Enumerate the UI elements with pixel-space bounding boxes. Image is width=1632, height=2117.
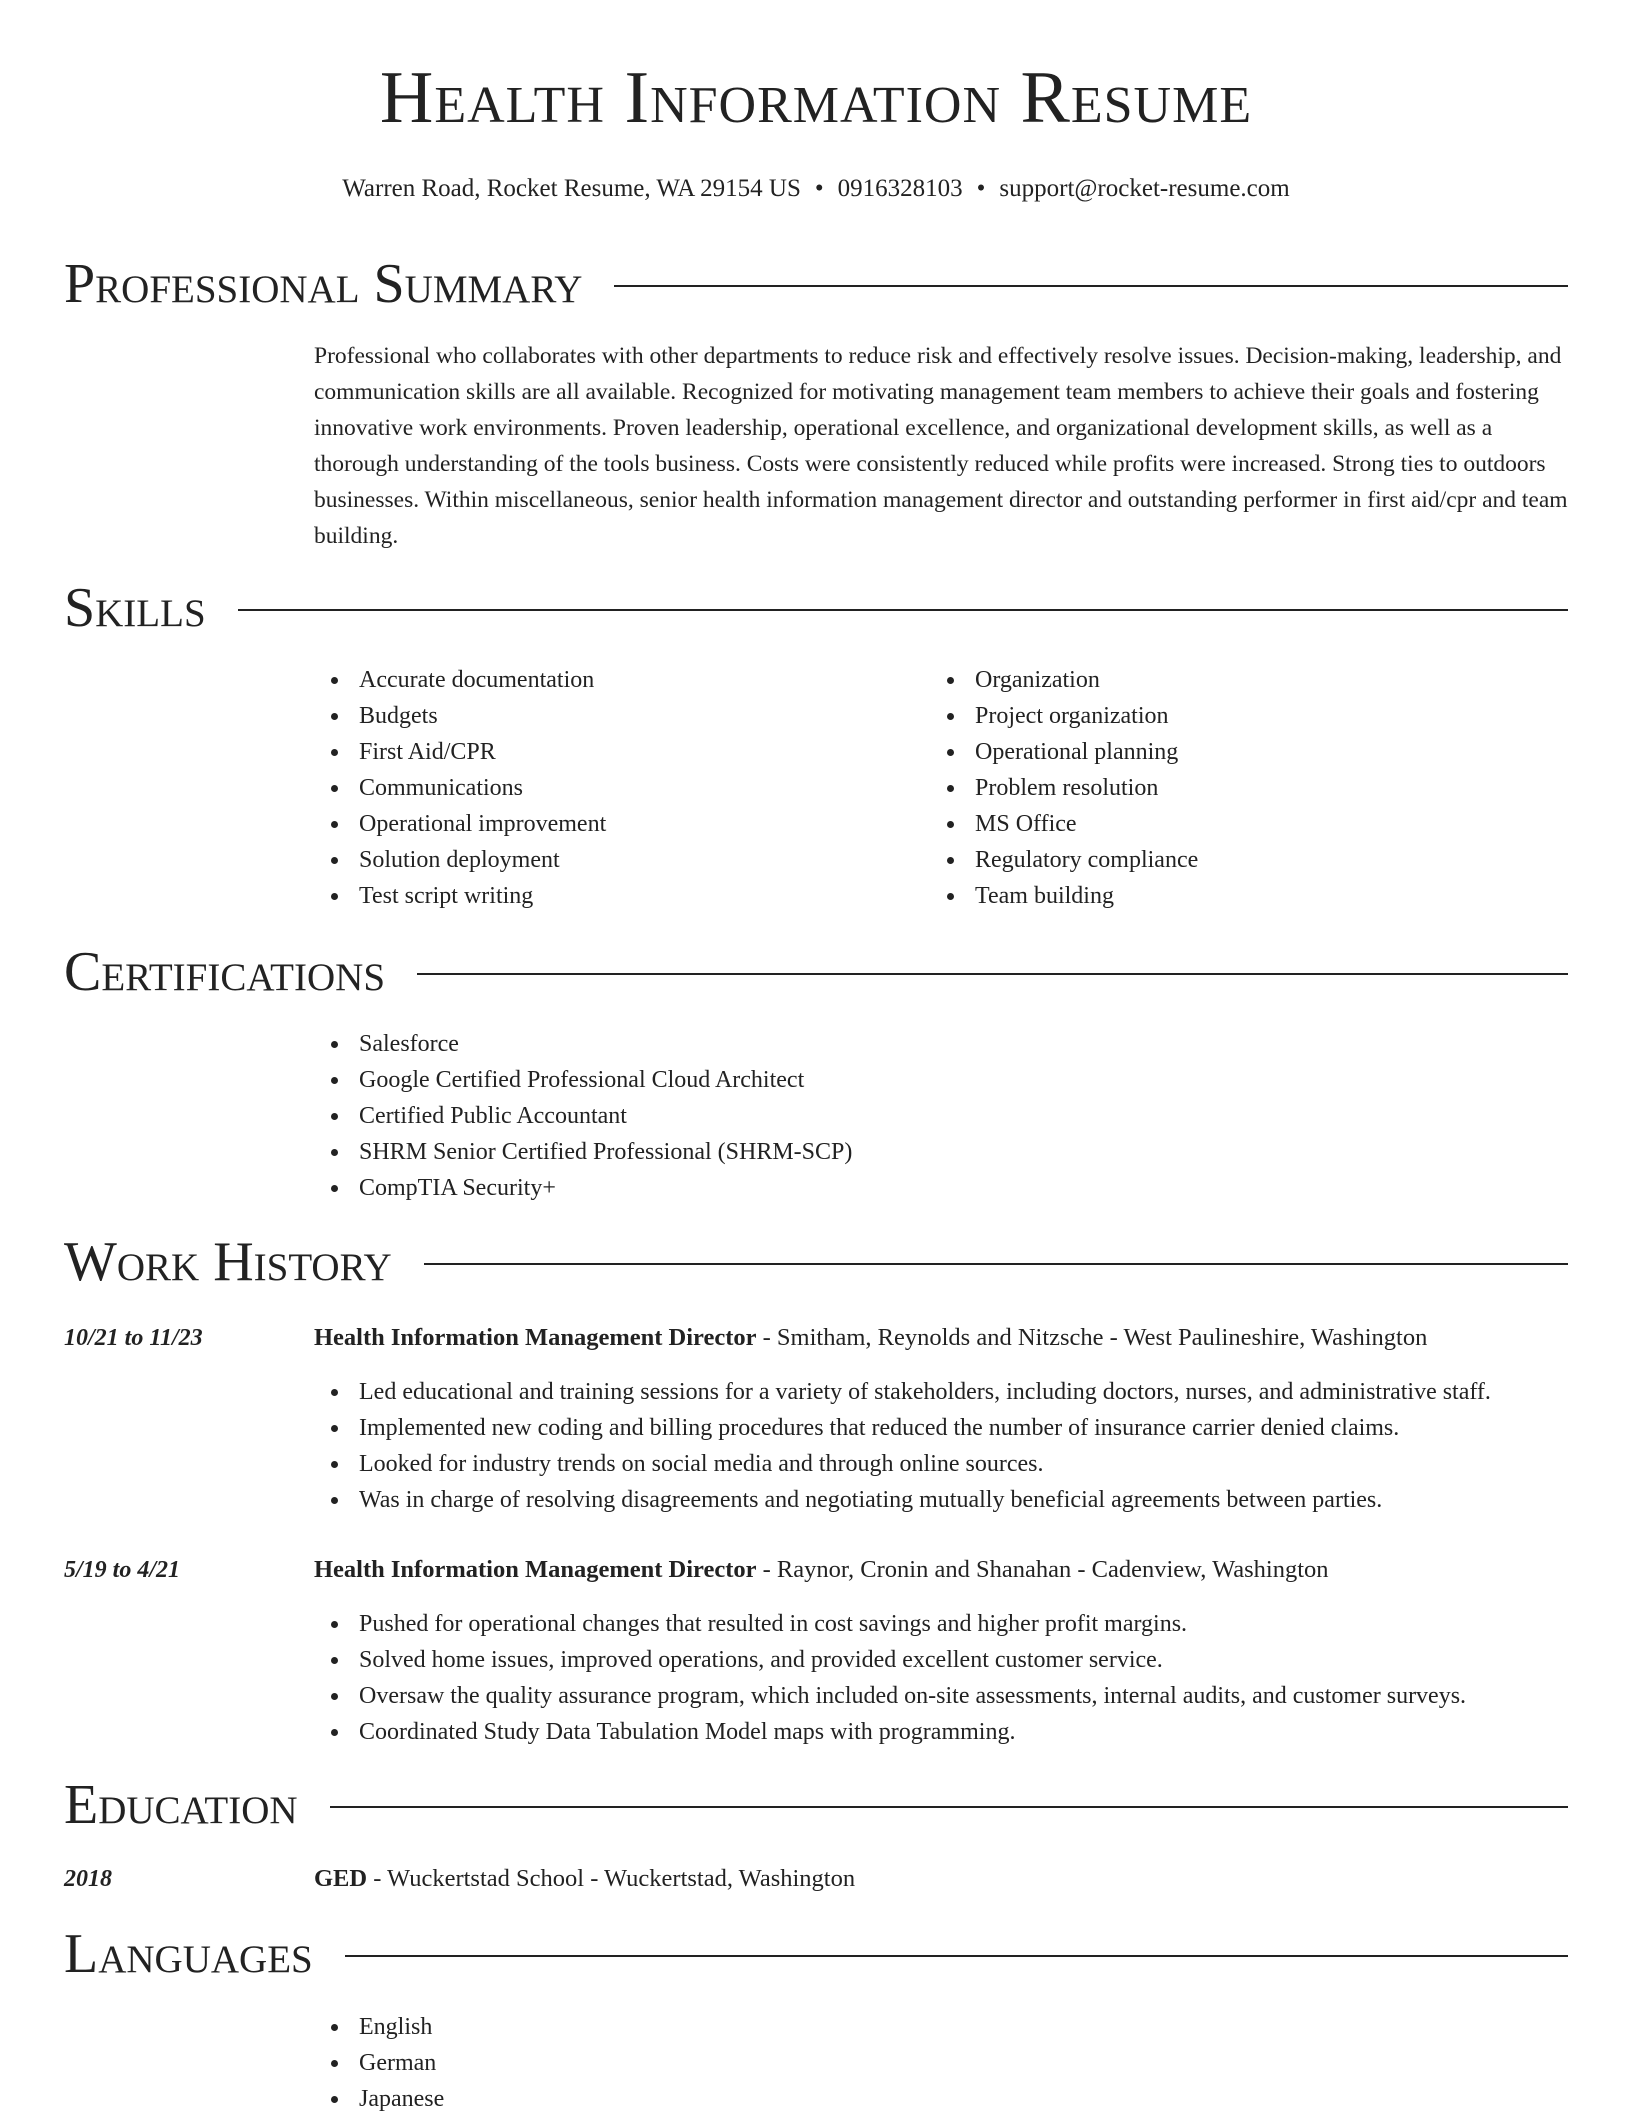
job-header	[314, 1320, 1427, 1356]
skill-item: Accurate documentation	[314, 662, 606, 698]
skill-item: MS Office	[930, 806, 1198, 842]
language-item: German	[314, 2045, 444, 2081]
work-heading: Work History	[64, 1231, 392, 1293]
contact-separator: •	[814, 175, 824, 202]
skills-list-left	[314, 662, 606, 914]
education-school: - Wuckertstad School - Wuckertstad, Washington	[367, 1865, 856, 1892]
job-employer: - Smitham, Reynolds and Nitzsche - West Paulineshire, Washington	[756, 1324, 1428, 1351]
work-section-header	[64, 1231, 1568, 1293]
job-bullet: Pushed for operational changes that resulted in cost savings and higher profit margins.	[314, 1606, 1466, 1642]
certification-item: SHRM Senior Certified Professional (SHRM-SCP)	[314, 1134, 852, 1170]
certification-item: Google Certified Professional Cloud Architect	[314, 1062, 852, 1098]
section-divider	[345, 1955, 1568, 1957]
job-bullet: Oversaw the quality assurance program, which included on-site assessments, internal audits, and customer surveys.	[314, 1678, 1466, 1714]
education-heading: Education	[64, 1774, 298, 1836]
job-bullets	[314, 1374, 1491, 1518]
languages-list	[314, 2009, 444, 2117]
contact-phone: 0916328103	[837, 175, 963, 202]
job-employer: - Raynor, Cronin and Shanahan - Cadenview, Washington	[756, 1556, 1329, 1583]
skill-item: Problem resolution	[930, 770, 1198, 806]
skill-item: Project organization	[930, 698, 1198, 734]
certification-item: Salesforce	[314, 1026, 852, 1062]
job-header	[314, 1552, 1329, 1588]
job-bullet: Implemented new coding and billing procedures that reduced the number of insurance carrier denied claims.	[314, 1410, 1491, 1446]
languages-section-header	[64, 1923, 1568, 1985]
certification-item: Certified Public Accountant	[314, 1098, 852, 1134]
language-item: English	[314, 2009, 444, 2045]
skill-item: Regulatory compliance	[930, 842, 1198, 878]
skill-item: Solution deployment	[314, 842, 606, 878]
contact-address: Warren Road, Rocket Resume, WA 29154 US	[342, 175, 801, 202]
job-bullet: Solved home issues, improved operations, and provided excellent customer service.	[314, 1642, 1466, 1678]
job-title: Health Information Management Director	[314, 1556, 757, 1583]
skill-item: Team building	[930, 878, 1198, 914]
job-bullets	[314, 1606, 1466, 1750]
education-year: 2018	[64, 1866, 112, 1892]
education-degree: GED	[314, 1865, 368, 1892]
section-divider	[330, 1806, 1568, 1808]
certifications-heading: Certifications	[64, 941, 386, 1003]
summary-text: Professional who collaborates with other departments to reduce risk and effectively resolve issues. Decision-making, leadership, and communication skills are all available. Recognized for motivating management team members to achieve their goals and fostering innovative work environments. Proven leadership, operational excellence, and organizational development skills, as well as a thorough understanding of the tools business. Costs were consistently reduced while profits were increased. Strong ties to outdoors businesses. Within miscellaneous, senior health information management director and outstanding performer in first aid/cpr and team building.	[314, 343, 1568, 549]
certification-item: CompTIA Security+	[314, 1170, 852, 1206]
languages-heading: Languages	[64, 1923, 313, 1985]
skill-item: Budgets	[314, 698, 606, 734]
language-item: Japanese	[314, 2081, 444, 2117]
skill-item: Organization	[930, 662, 1198, 698]
contact-email[interactable]: support@rocket-resume.com	[999, 175, 1290, 202]
skill-item: Communications	[314, 770, 606, 806]
job-bullet: Was in charge of resolving disagreements and negotiating mutually beneficial agreements between parties.	[314, 1482, 1491, 1518]
skill-item: Operational planning	[930, 734, 1198, 770]
education-entry	[314, 1861, 855, 1897]
skills-list-right	[930, 662, 1198, 914]
contact-line	[0, 174, 1632, 204]
section-divider	[238, 609, 1568, 611]
job-bullet: Led educational and training sessions for a variety of stakeholders, including doctors, nurses, and administrative staff.	[314, 1374, 1491, 1410]
job-bullet: Looked for industry trends on social media and through online sources.	[314, 1446, 1491, 1482]
summary-section-header	[64, 253, 1568, 315]
resume-title: Health Information Resume	[379, 57, 1253, 139]
section-divider	[424, 1263, 1568, 1265]
skills-heading: Skills	[64, 577, 206, 639]
job-bullet: Coordinated Study Data Tabulation Model maps with programming.	[314, 1714, 1466, 1750]
job-dates: 5/19 to 4/21	[64, 1557, 181, 1583]
summary-heading: Professional Summary	[64, 253, 583, 315]
certifications-section-header	[64, 941, 1568, 1003]
education-section-header	[64, 1774, 1568, 1836]
skill-item: Test script writing	[314, 878, 606, 914]
job-dates: 10/21 to 11/23	[64, 1325, 203, 1351]
skill-item: Operational improvement	[314, 806, 606, 842]
section-divider	[417, 973, 1568, 975]
contact-separator: •	[976, 175, 986, 202]
job-title: Health Information Management Director	[314, 1324, 757, 1351]
skills-section-header	[64, 577, 1568, 639]
certifications-list	[314, 1026, 852, 1206]
section-divider	[614, 285, 1568, 287]
skill-item: First Aid/CPR	[314, 734, 606, 770]
